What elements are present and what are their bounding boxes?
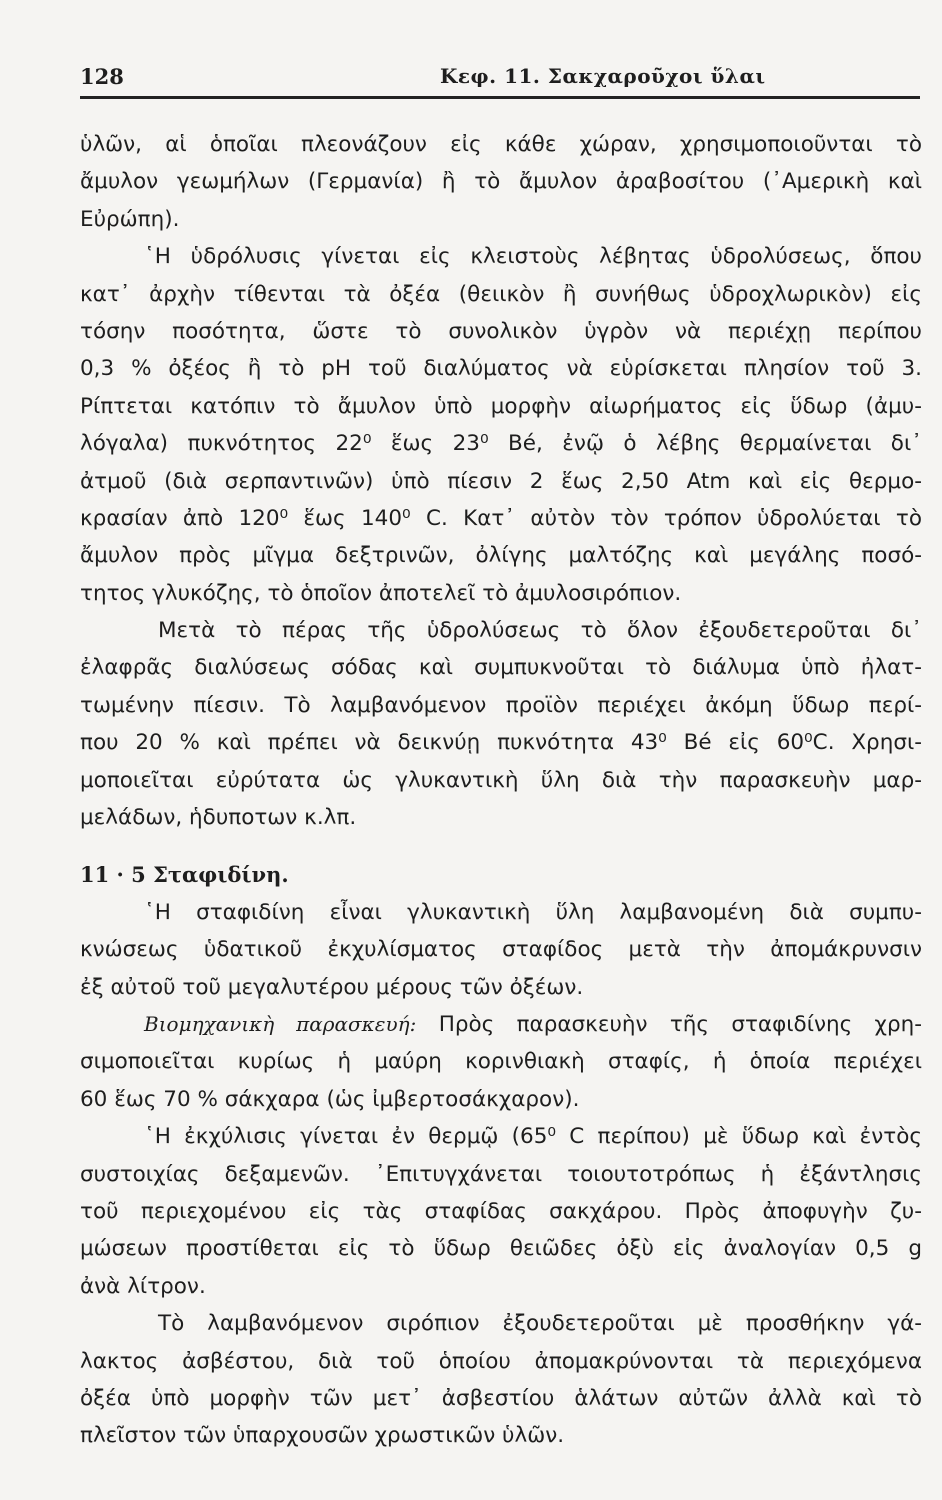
text-line: ῾Η σταφιδίνη εἶναι γλυκαντικὴ ὕλη λαμβανομένη διὰ συμπυ- (144, 899, 922, 925)
text-line: μελάδων, ἡδυποτων κ.λπ. (80, 805, 357, 831)
text-line: ἀνὰ λίτρον. (80, 1273, 206, 1299)
text-line: ἐξ αὐτοῦ τοῦ μεγαλυτέρου μέρους τῶν ὀξέων. (80, 974, 584, 1000)
text-line: ῾Η ὑδρόλυσις γίνεται εἰς κλειστοὺς λέβητας ὑδρολύσεως, ὅπου (144, 244, 922, 270)
text-line: λόγαλα) πυκνότητος 22⁰ ἕως 23⁰ Bé, ἐνῷ ὁ λέβης θερμαίνεται δι᾿ (80, 431, 922, 457)
text-line: ἐλαφρᾶς διαλύσεως σόδας καὶ συμπυκνοῦται τὸ διάλυμα ὑπὸ ἠλατ- (80, 655, 922, 681)
text-line: Τὸ λαμβανόμενον σιρόπιον ἐξουδετεροῦται μὲ προσθήκην γά- (158, 1311, 922, 1337)
text-line: Εὐρώπη). (80, 206, 180, 232)
text-line: ῾Η ἐκχύλισις γίνεται ἐν θερμῷ (65⁰ C περίπου) μὲ ὕδωρ καὶ ἐντὸς (144, 1124, 922, 1150)
text-line: ἄμυλον πρὸς μῖγμα δεξτρινῶν, ὀλίγης μαλτόζης καὶ μεγάλης ποσό- (80, 543, 922, 569)
paragraph (80, 894, 922, 1006)
text-line: που 20 % καὶ πρέπει νὰ δεικνύῃ πυκνότητα 43⁰ Bé εἰς 60⁰C. Χρησι- (80, 730, 922, 756)
paragraph (80, 1006, 922, 1118)
text-line: μοποιεῖται εὐρύτατα ὡς γλυκαντικὴ ὕλη διὰ τὴν παρασκευὴν μαρ- (80, 767, 922, 793)
text-line: κνώσεως ὑδατικοῦ ἐκχυλίσματος σταφίδος μετὰ τὴν ἀπομάκρυνσιν (80, 937, 922, 963)
paragraph (80, 1118, 922, 1305)
paragraph (80, 612, 922, 836)
text-line: τοῦ περιεχομένου εἰς τὰς σταφίδας σακχάρου. Πρὸς ἀποφυγὴν ζυ- (80, 1198, 922, 1224)
page-number: 128 (80, 64, 124, 89)
text-line: ὑλῶν, αἱ ὁποῖαι πλεονάζουν εἰς κάθε χώραν, χρησιμοποιοῦνται τὸ (80, 132, 922, 157)
text-line: ἄμυλον γεωμήλων (Γερμανία) ἢ τὸ ἄμυλον ἀραβοσίτου (᾿Αμερικὴ καὶ (80, 169, 922, 195)
text-line: ἀτμοῦ (διὰ σερπαντινῶν) ὑπὸ πίεσιν 2 ἕως 2,50 Atm καὶ εἰς θερμο- (80, 468, 922, 494)
text-line: πλεῖστον τῶν ὑπαρχουσῶν χρωστικῶν ὑλῶν. (80, 1423, 565, 1449)
text-line: τωμένην πίεσιν. Τὸ λαμβανόμενον προϊὸν περιέχει ἀκόμη ὕδωρ περί- (80, 692, 922, 718)
text-line: συστοιχίας δεξαμενῶν. ᾿Επιτυγχάνεται τοιουτοτρόπως ἡ ἐξάντλησις (80, 1161, 922, 1187)
text-line: κρασίαν ἀπὸ 120⁰ ἕως 140⁰ C. Κατ᾿ αὐτὸν τὸν τρόπον ὑδρολύεται τὸ (80, 505, 922, 531)
text-line: τόσην ποσότητα, ὥστε τὸ συνολικὸν ὑγρὸν νὰ περιέχῃ περίπου (80, 318, 922, 344)
paragraph (80, 238, 922, 612)
running-title: Κεφ. 11. Σακχαροῦχοι ὕλαι (440, 64, 766, 88)
text-line: τητος γλυκόζης, τὸ ὁποῖον ἀποτελεῖ τὸ ἀμυλοσιρόπιον. (80, 580, 682, 606)
text-line: Μετὰ τὸ πέρας τῆς ὑδρολύσεως τὸ ὅλον ἐξουδετεροῦται δι᾿ (158, 618, 922, 644)
text-line: 60 ἕως 70 % σάκχαρα (ὡς ἰμβερτοσάκχαρον). (80, 1086, 580, 1112)
paragraph (80, 1305, 922, 1455)
text-line: Ρίπτεται κατόπιν τὸ ἄμυλον ὑπὸ μορφὴν αἰωρήματος εἰς ὕδωρ (ἀμυ- (80, 393, 922, 419)
text-line: ὀξέα ὑπὸ μορφὴν τῶν μετ᾿ ἀσβεστίου ἁλάτων αὐτῶν ἀλλὰ καὶ τὸ (80, 1385, 922, 1411)
header-rule (80, 96, 920, 99)
text-line: λακτος ἀσβέστου, διὰ τοῦ ὁποίου ἀπομακρύνονται τὰ περιεχόμενα (80, 1348, 922, 1374)
italic-subheading: Βιομηχανικὴ παρασκευή: (144, 1011, 417, 1036)
text-line: σιμοποιεῖται κυρίως ἡ μαύρη κορινθιακὴ σταφίς, ἡ ὁποία περιέχει (80, 1049, 922, 1075)
section-heading: 11 · 5 Σταφιδίνη. (80, 862, 289, 888)
text-line: 0,3 % ὀξέος ἢ τὸ pH τοῦ διαλύματος νὰ εὑρίσκεται πλησίον τοῦ 3. (80, 356, 922, 382)
text-line: μώσεων προστίθεται εἰς τὸ ὕδωρ θειῶδες ὀξὺ εἰς ἀναλογίαν 0,5 g (80, 1236, 922, 1262)
page-body (80, 126, 922, 1455)
text-line (80, 1006, 922, 1043)
paragraph (80, 126, 922, 238)
text-span: Πρὸς παρασκευὴν τῆς σταφιδίνης χρη- (438, 1011, 922, 1037)
page-header (80, 60, 920, 100)
text-line: κατ᾿ ἀρχὴν τίθενται τὰ ὀξέα (θειικὸν ἢ συνήθως ὑδροχλωρικὸν) εἰς (80, 281, 922, 307)
